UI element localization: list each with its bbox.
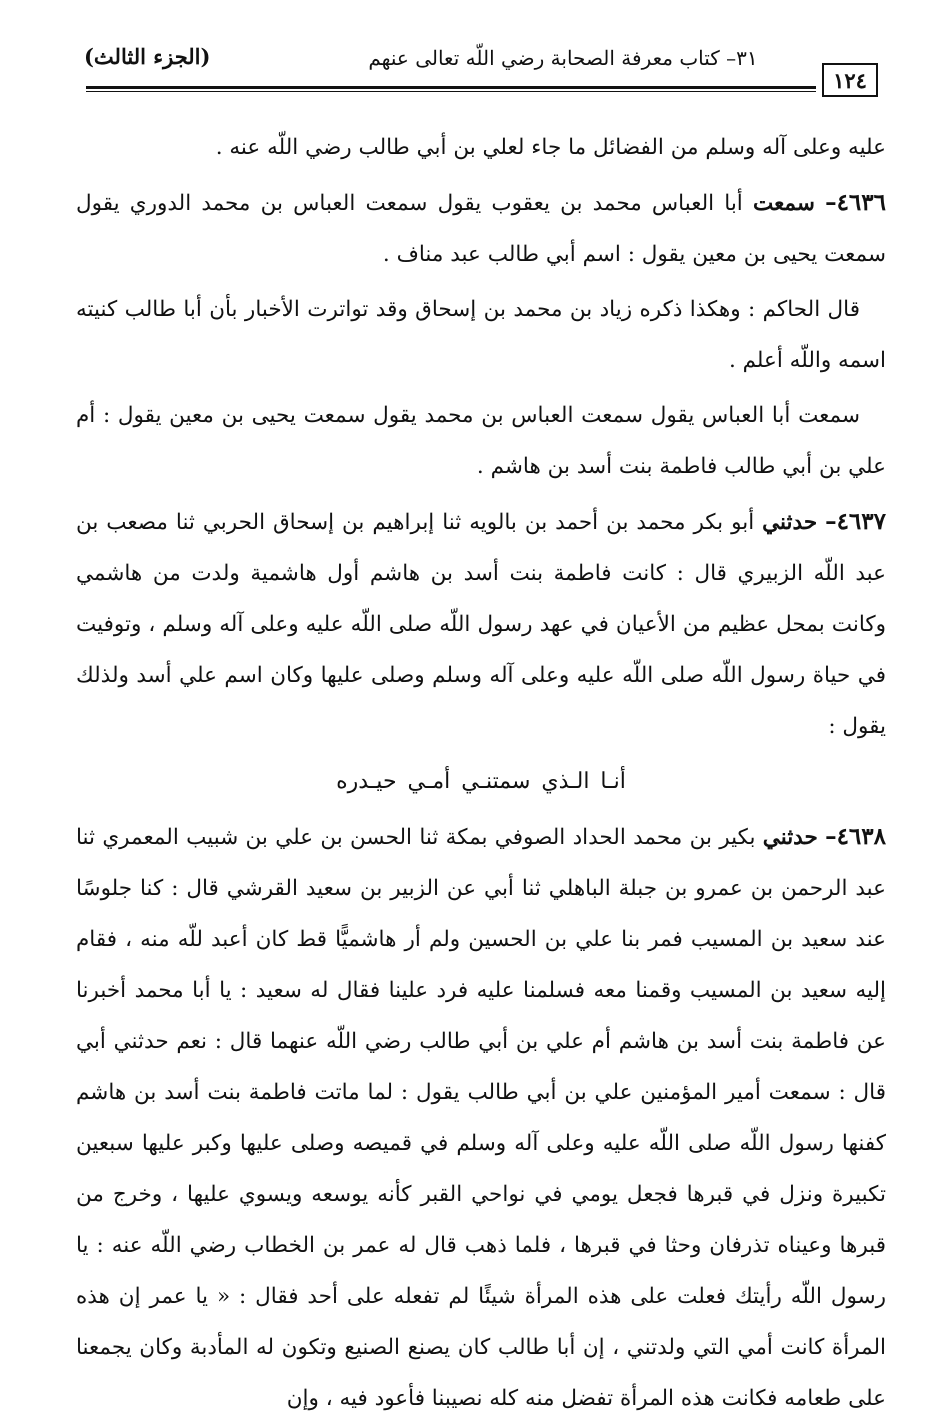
hadith-keyword: حدثني [762,510,818,535]
hadith-text: أبو بكر محمد بن أحمد بن بالويه ثنا إبراهيم بن إسحاق الحربي ثنا مصعب بن عبد اللّه الزبيري قال : كانت فاطمة بنت أسد بن هاشم أول هاشمية ولدت من هاشمي وكانت بمحل عظيم من الأعيان في عهد رسول اللّه صلى اللّه عليه وعلى آله وسلم ، وتوفيت في حياة رسول اللّه صلى اللّه عليه وعلى آله وسلم وصلى عليها وكان اسم علي أسد ولذلك يقول : [76,510,886,739]
paragraph-continuation: عليه وعلى آله وسلم من الفضائل ما جاء لعلي بن أبي طالب رضي اللّه عنه . [215,135,886,160]
hakim-comment: قال الحاكم : وهكذا ذكره زياد بن محمد بن إسحاق وقد تواترت الأخبار بأن أبا طالب كنيته اسمه واللّه أعلم . [76,297,886,373]
hadith-number: ٤٦٣٦– [825,189,886,216]
hadith-number: ٤٦٣٧– [825,508,886,535]
header-rule [86,86,816,92]
abbas-narration: سمعت أبا العباس يقول سمعت العباس بن محمد يقول سمعت يحيى بن معين يقول : أم علي بن أبي طالب فاطمة بنت أسد بن هاشم . [76,403,886,479]
hadith-text: أبا العباس محمد بن يعقوب يقول سمعت العباس بن محمد الدوري يقول سمعت يحيى بن معين يقول : اسم أبي طالب عبد مناف . [76,191,886,267]
hadith-4636 [76,177,886,280]
volume-label: (الجزء الثالث) [84,44,211,69]
hadith-text: بكير بن محمد الحداد الصوفي بمكة ثنا الحسن بن علي بن شبيب المعمري ثنا عبد الرحمن بن عمرو بن جبلة الباهلي ثنا أبي عن الزبير بن سعيد القرشي قال : كنا جلوسًا عند سعيد بن المسيب فمر بنا علي بن الحسين ولم أر هاشميًّا قط كان أعبد للّه منه ، فقام إليه سعيد بن المسيب وقمنا معه فسلمنا عليه فرد علينا فقال له سعيد : يا أبا محمد أخبرنا عن فاطمة بنت أسد بن هاشم أم علي بن أبي طالب رضي اللّه عنهما قال : نعم حدثني أبي قال : سمعت أمير المؤمنين علي بن أبي طالب يقول : لما ماتت فاطمة بنت أسد بن هاشم كفنها رسول اللّه صلى اللّه عليه وعلى آله وسلم في قميصه وصلى عليها وكبر عليها سبعين تكبيرة ونزل في قبرها فجعل يومي في نواحي القبر كأنه يوسعه ويسوي عليها ، وخرج من قبرها وعيناه تذرفان وحثا في قبرها ، فلما ذهب قال له عمر بن الخطاب رضي اللّه عنه : يا رسول اللّه رأيتك فعلت على هذه المرأة شيئًا لم تفعله على أحد فقال : « يا عمر إن هذه المرأة كانت أمي التي ولدتني ، إن أبا طالب كان يصنع الصنيع وتكون له المأدبة وكان يجمعنا على طعامه فكانت هذه المرأة تفضل منه كله نصيبنا فأعود فيه ، وإن [76,825,886,1411]
hadith-number: ٤٦٣٨– [825,823,886,850]
page-body [76,122,886,1428]
hadith-keyword: حدثني [762,825,818,850]
poetry-verse: أنـا الـذي سمتنـي أمـي حيـدره [336,769,626,794]
hadith-4637 [76,496,886,752]
page-number: ١٢٤ [822,63,878,97]
running-title: ٣١– كتاب معرفة الصحابة رضي اللّه تعالى عنهم [368,46,758,70]
page-header [58,38,878,98]
hadith-4638 [76,811,886,1424]
hadith-keyword: سمعت [752,191,815,216]
